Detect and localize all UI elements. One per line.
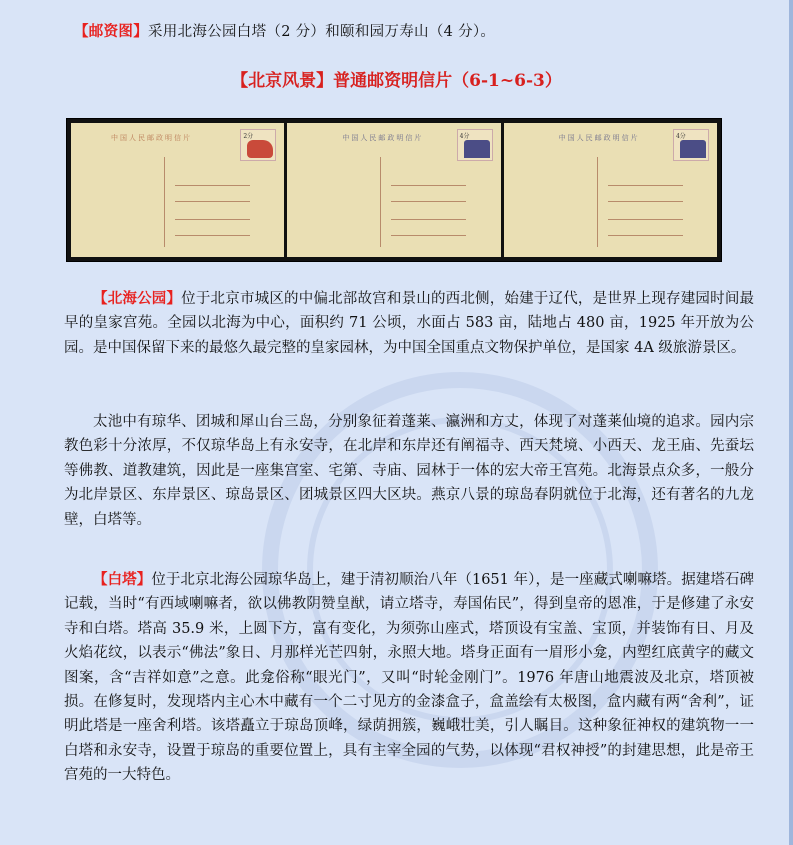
address-line: [391, 201, 466, 202]
longevity-hill-image: [680, 140, 706, 158]
stamp-design-line: [74, 20, 495, 41]
stamp-design-text: 采用北海公园白塔（2 分）和颐和园万寿山（4 分）。: [148, 24, 496, 40]
postcard-header: 中国人民邮政明信片: [342, 134, 424, 142]
address-line: [391, 235, 466, 236]
address-line: [391, 185, 466, 186]
section-title: 【北京风景】普通邮资明信片（6-1~6-3）: [231, 71, 562, 91]
postage-stamp: [673, 129, 709, 161]
address-line: [175, 219, 250, 220]
address-line: [175, 235, 250, 236]
stamp-design-tag: 【邮资图】: [74, 23, 148, 40]
postcard-header: 中国人民邮政明信片: [111, 134, 192, 142]
paragraph-text: 位于北京北海公园琼华岛上，建于清初顺治八年（1651 年），是一座藏式喇嘛塔。据建塔石碑记载，当时“有西域喇嘛者，欲以佛教阴赞皇猷，请立塔寺，寿国佑民”，得到皇帝的恩准，于是修建了永安寺和白塔。塔高 35.9 米，上圆下方，富有变化，为须弥山座式，塔顶设有宝盖、宝顶，并装饰有日、月及火焰花纹，以表示“佛法”象日、月那样光芒四射，永照大地。塔身正面有一眉形小龛，内塑红底黄字的藏文图案，含“吉祥如意”之意。此龛俗称“眼光门”，又叫“时轮金刚门”。1976 年唐山地震波及北京，塔顶被损。在修复时，发现塔内主心木中藏有一个二寸见方的金漆盒子，盒盖绘有太极图，盒内藏有两“舍利”，证明此塔是一座舍利塔。该塔矗立于琼岛顶峰，绿荫拥簇，巍峨壮美，引人瞩目。这种象征神权的建筑物一一白塔和永安寺，设置于琼岛的重要位置上，具有主宰全园的气势，以体现“君权神授”的封建思想，此是帝王宫苑的一大特色。: [64, 572, 755, 784]
longevity-hill-image: [464, 140, 490, 158]
paragraph-beihai: [64, 287, 754, 360]
postcard-header: 中国人民邮政明信片: [558, 134, 640, 142]
page-border: [789, 0, 793, 845]
paragraph-tag: 【白塔】: [93, 571, 152, 588]
paragraph-text: 太池中有琼华、团城和犀山台三岛，分别象征着蓬莱、瀛洲和方丈，体现了对蓬莱仙境的追求。园内宗教色彩十分浓厚，不仅琼华岛上有永安寺，在北岸和东岸还有阐福寺、西天梵境、小西天、龙王庙、先蚕坛等佛教、道教建筑，因此是一座集宫室、宅第、寺庙、园林于一体的宏大帝王宫苑。北海景点众多，一般分为北岸景区、东岸景区、琼岛景区、团城景区四大区块。燕京八景的琼岛春阴就位于北海，还有著名的九龙壁，白塔等。: [64, 414, 754, 528]
address-line: [175, 201, 250, 202]
address-line: [608, 219, 683, 220]
divider-line: [597, 157, 598, 247]
paragraph-text: 位于北京市城区的中偏北部故宫和景山的西北侧，始建于辽代，是世界上现存建园时间最早的皇家宫苑。全园以北海为中心，面积约 71 公顷，水面占 583 亩，陆地占 480 亩，1925 年开放为公园。是中国保留下来的最悠久最完整的皇家园林，为中国全国重点文物保护单位，是国家 4A 级旅游景区。: [64, 291, 755, 356]
paragraph-islands: [64, 410, 754, 532]
stamp-value: 2分: [243, 133, 254, 140]
address-line: [608, 185, 683, 186]
stamp-value: 4分: [675, 133, 686, 140]
divider-line: [380, 157, 381, 247]
paragraph-tag: 【北海公园】: [93, 290, 182, 307]
postcard-1: [71, 123, 284, 257]
address-line: [175, 185, 250, 186]
paragraph-white-pagoda: [64, 568, 754, 788]
postage-stamp: [240, 129, 276, 161]
address-line: [608, 235, 683, 236]
stamp-value: 4分: [459, 133, 470, 140]
address-line: [391, 219, 466, 220]
postage-stamp: [457, 129, 493, 161]
postcard-3: [504, 123, 717, 257]
postcard-strip: [66, 118, 722, 262]
address-line: [608, 201, 683, 202]
postcard-2: [287, 123, 500, 257]
divider-line: [164, 157, 165, 247]
white-pagoda-image: [247, 140, 273, 158]
